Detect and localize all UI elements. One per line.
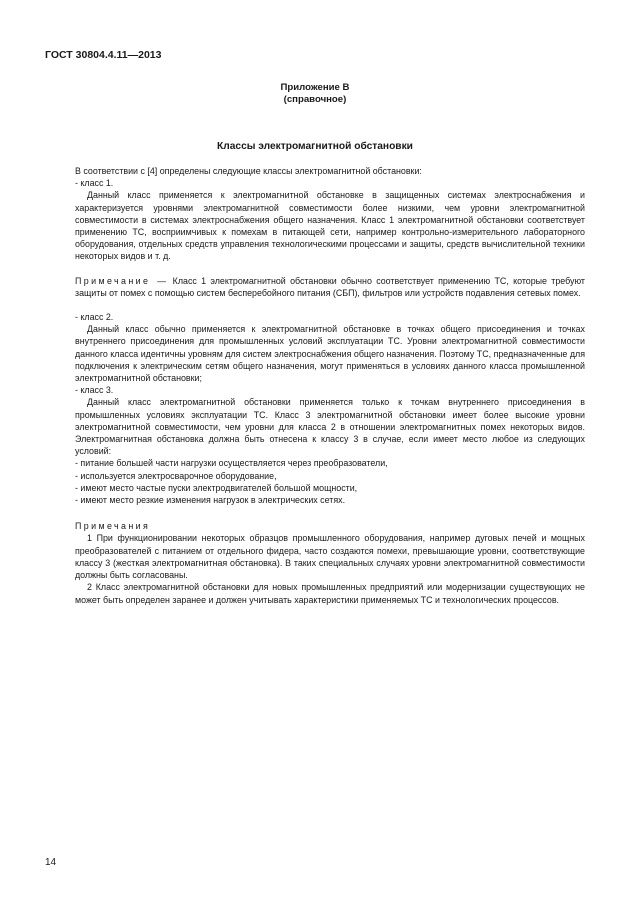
note1-text: Класс 1 электромагнитной обстановки обычно соответствует применению ТС, которые требуют защиты от помех с помощью систем бесперебойного питания (СБП), фильтров или устройств подавления сетевых помех. xyxy=(75,275,585,298)
class2-paragraph: Данный класс обычно применяется к электромагнитной обстановке в точках общего присоединения и точках внутреннего присоединения для промышленных условий эксплуатации ТС. Уровни электромагнитной совместимости данного класса идентичны уровням для систем электроснабжения общего назначения. Поэтому ТС, предназначенные для подключения к электрическим сетям общего назначения, могут применяться в условиях данного класса промышленной электромагнитной обстановки; xyxy=(75,324,585,384)
class3-paragraph: Данный класс электромагнитной обстановки применяется только к точкам внутреннего присоединения в промышленных условиях эксплуатации ТС. Класс 3 электромагнитной обстановки имеет более высокие уровни электромагнитной совместимости, чем уровни для класса 2 в отношении электромагнитных помех некоторых видов. Электромагнитная обстановка должна быть отнесена к классу 3 в случае, если имеет место любое из следующих условий: xyxy=(75,397,585,457)
condition-item: - имеют место резкие изменения нагрузок в электрических сетях. xyxy=(75,495,346,506)
class1-label: - класс 1. xyxy=(75,178,114,189)
note1-label: Примечание — xyxy=(75,275,169,286)
note-item-2: 2 Класс электромагнитной обстановки для новых промышленных предприятий или модернизации существующих не может быть определен заранее и должен учитывать характеристики применяемых ТС и технологических процессов. xyxy=(75,582,585,605)
section-title: Классы электромагнитной обстановки xyxy=(217,141,413,152)
standard-header: ГОСТ 30804.4.11—2013 xyxy=(45,49,162,61)
condition-item: - имеют место частые пуски электродвигателей большой мощности, xyxy=(75,482,358,493)
class2-label: - класс 2. xyxy=(75,312,114,323)
condition-item: - питание большей части нагрузки осуществляется через преобразователи, xyxy=(75,458,388,469)
note1-paragraph xyxy=(75,275,585,299)
note-item-1: 1 При функционировании некоторых образцов промышленного оборудования, например дуговых печей и мощных преобразователей с питанием от отдельного фидера, часто создаются помехи, превышающие уровни, соответствующие классу 3 (жесткая электромагнитная обстановка). В таких специальных случаях уровни электромагнитной совместимости должны быть согласованы. xyxy=(75,533,585,581)
appendix-subtitle: (справочное) xyxy=(283,94,347,105)
condition-item: - используется электросварочное оборудование, xyxy=(75,470,277,481)
notes-label: Примечания xyxy=(75,521,151,532)
intro-paragraph: В соответствии с [4] определены следующие классы электромагнитной обстановки: xyxy=(75,166,422,176)
class3-label: - класс 3. xyxy=(75,385,114,396)
class1-paragraph: Данный класс применяется к электромагнитной обстановке в защищенных системах электроснабжения и характеризуется уровнями электромагнитной совместимости более низкими, чем уровни электромагнитной совместимости в системах электроснабжения общего назначения. Класс 1 электромагнитной обстановки соответствует применению ТС, восприимчивых к помехам в питающей сети, например контрольно-измерительного лабораторного оборудования, отдельных средств управления технологическими процессами и защиты, средств вычислительной техники некоторых видов и т. д. xyxy=(75,190,585,262)
page-number: 14 xyxy=(45,857,57,868)
section-body xyxy=(75,165,585,606)
appendix-title: Приложение В xyxy=(280,82,350,93)
